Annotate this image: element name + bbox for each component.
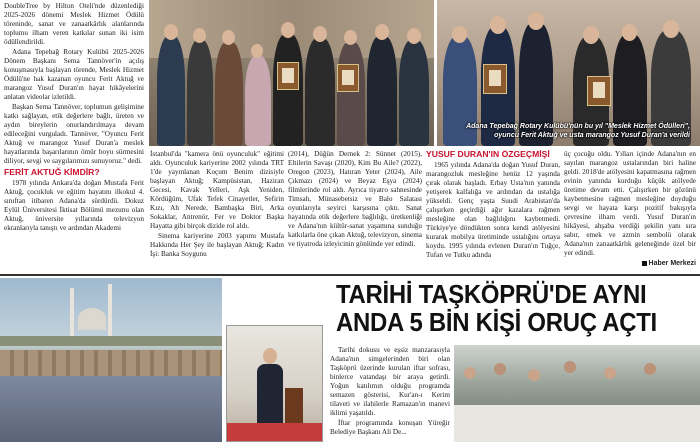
taskopru-bridge-photo: [0, 278, 222, 442]
paragraph: 1965 yılında Adana'da doğan Yusuf Duran, marangozluk mesleğine henüz 12 yaşında çırak olarak başladı. Erbay Usta'nın yanında yetişerek kalfalığa ve ardından da ustalığa yükseldi. Genç yaşta Suudi Arabistan'da çalışırken geçirdiği ağır kazalara rağmen mesleğine olan bağlılığını kaybetmedi. Türkiye'ye döndükten sonra kendi atölyesini kurarak mobilya üretiminde ustalığını ortaya koydu. 1995 yılında evlenen Duran'ın Tuğçe, Tufan ve Tutku adında: [426, 161, 560, 260]
speaker-photo: [226, 325, 323, 442]
paragraph: 1978 yılında Ankara'da doğan Mustafa Ferit Aktuğ, çocukluk ve eğitim hayatını ilkokul 4. sınıftan itibaren Adana'da sürdürdü. Dokuz Eylül Üniversitesi İktisat Bölümü mezunu olan Aktuğ, üniversite yıllarında televizyon ekranlarıyla tanıştı ve ardından Akademi: [4, 179, 144, 233]
iftar-crowd-photo: [454, 345, 700, 442]
article-column-2: [150, 150, 284, 272]
paragraph: (2014), Düğün Dernek 2: Sünnet (2015), Eltilerin Savaşı (2020), Kim Bu Aile? (2022), Oregon (2023), Hatıran Yeter (2024), Aile Çıkmazı (2024) ve Beyaz Eşya (2024) filmlerinde rol aldı. Ayrıca tiyatro sahnesinde Timsah, Münasebetsiz ve Balo Salatası oyunlarıyla seyirci karşısına çıktı. Sanat hayatında etik değerlere bağlılığı, üretkenliği ve Adana'nın kültür-sanat yaşamına sunduğu katkılarla öne çıkan Aktuğ, televizyon, sinema ve tiyatroda izleyicinin gönlünde yer edindi.: [288, 150, 422, 248]
paragraph: DoubleTree by Hilton Oteli'nde düzenlediği 2025-2026 dönemi Meslek Hizmet Ödülü töreninde, sanat ve zanaatkârlık alanlarında toplumu ilham veren katkılar sunan iki isim ödüllendirildi.: [4, 2, 144, 46]
photo-caption: [440, 123, 690, 141]
award-plaque-icon: [337, 64, 359, 92]
subhead-yusuf-duran: YUSUF DURAN'IN ÖZGEÇMİŞİ: [426, 150, 550, 159]
byline: Haber Merkezi: [648, 260, 696, 267]
paragraph: Tarihi dokusu ve eşsiz manzarasıyla Adana'nın simgelerinden biri olan Taşköprü üzerinde kurulan iftar sofrası, binlerce vatandaşı bir araya getirdi. Yoğun katılımın olduğu programda semazen gösterisi, Kur'an-ı Kerim tilaveti ve ilahilerle Ramazan'ın manevi iklimi yaşatıldı.: [330, 346, 450, 417]
paragraph: üç çocuğu oldu. Yılları içinde Adana'nın en sayılan marangoz ustalarından biri haline geldi. 2018'de atölyesini kapatmasına rağmen evinin yanında kurduğu küçük atölyede üretime devam etti. Çalışırken bir gözünü kaybetmesine rağmen mesleğine duyduğu sevgi ve hayata karşı pozitif bakışıyla çevresine ilham verdi. Yusuf Duran'ın hikâyesi, ahşaba verdiği şekilin yanı sıra sabır, emek ve azmin sembolü olarak Adana'nın zanaatkârlık geleneğinde özel bir yer edindi.: [564, 150, 696, 257]
story-headline: [336, 280, 667, 336]
article-column-5: [564, 150, 696, 272]
paragraph: İftar programında konuşan Yüreğir Belediye Başkanı Ali De...: [330, 419, 450, 436]
award-plaque-icon: [277, 62, 299, 90]
paragraph: İstanbul'da "kamera önü oyunculuk" eğitimi aldı. Oyunculuk kariyerine 2002 yılında TRT 1'de yayınlanan Koçum Benim dizisiyle başlayan Aktuğ; Kampüsistan, Haziran Gecesi, Kavak Yelleri, Aşk Yeniden, Kördüğüm, Ufak Tefek Cinayetler, Sefirin Kızı, Ah Nerede, Bambaşka Biri, Arka Sokaklar, Antrenör, Fer ve Doktor Başka Hayatta gibi birçok dizide rol aldı.: [150, 150, 284, 230]
section-divider: [0, 274, 700, 276]
square-bullet-icon: [642, 261, 647, 266]
award-group-photo: [149, 0, 434, 146]
award-plaque-icon: [483, 64, 507, 94]
article-column-3: [288, 150, 422, 272]
subhead-ferit-aktug: FERİT AKTUĞ KİMDİR?: [4, 167, 100, 177]
paragraph: Sinema kariyerine 2003 yapımı Mustafa Hakkında Her Şey ile başlayan Aktuğ; Kadın İşi: Banka Soygunu: [150, 232, 284, 258]
caption-line-2: oyuncu Ferit Aktuğ ve usta marangoz Yusuf Duran'a verildi: [494, 131, 690, 139]
story-body: [330, 346, 450, 442]
article-column-1: [4, 2, 144, 272]
headline-line-2: ANDA 5 BİN KİŞİ ORUÇ AÇTI: [336, 307, 657, 338]
award-plaque-icon: [587, 76, 611, 106]
headline-line-1: TARİHİ TAŞKÖPRÜ'DE AYNI: [336, 279, 647, 309]
caption-line-1: Adana Tepebağ Rotary Kulübü'nün bu yıl "Meslek Hizmet Ödülleri",: [466, 123, 690, 130]
paragraph: Başkan Sema Tannöver, toplumun gelişimine katkı sağlayan, etik değerlere bağlı, üreten ve aydın bireylerin onurlandırılmaya devam edileceğini vurguladı. Tannöver, "Oyuncu Ferit Aktuğ ve marangoz Yusuf Duran'a meslek hayatlarında başarılarının ömür boyu sürmesini diliyor, sevgi ve saygılarımızı sunuyoruz." dedi.: [4, 103, 144, 165]
article-column-4: [426, 150, 560, 272]
paragraph: Adana Tepebağ Rotary Kulübü 2025-2026 Dönem Başkanı Sema Tannöver'in açılış konuşmasıyla başlayan törende, Meslek Hizmet Ödülü'ne hak kazanan oyuncu Ferit Aktuğ ve marangoz Yusuf Duran'ın hayat hikâyelerini anlatan videolar izletildi.: [4, 48, 144, 101]
